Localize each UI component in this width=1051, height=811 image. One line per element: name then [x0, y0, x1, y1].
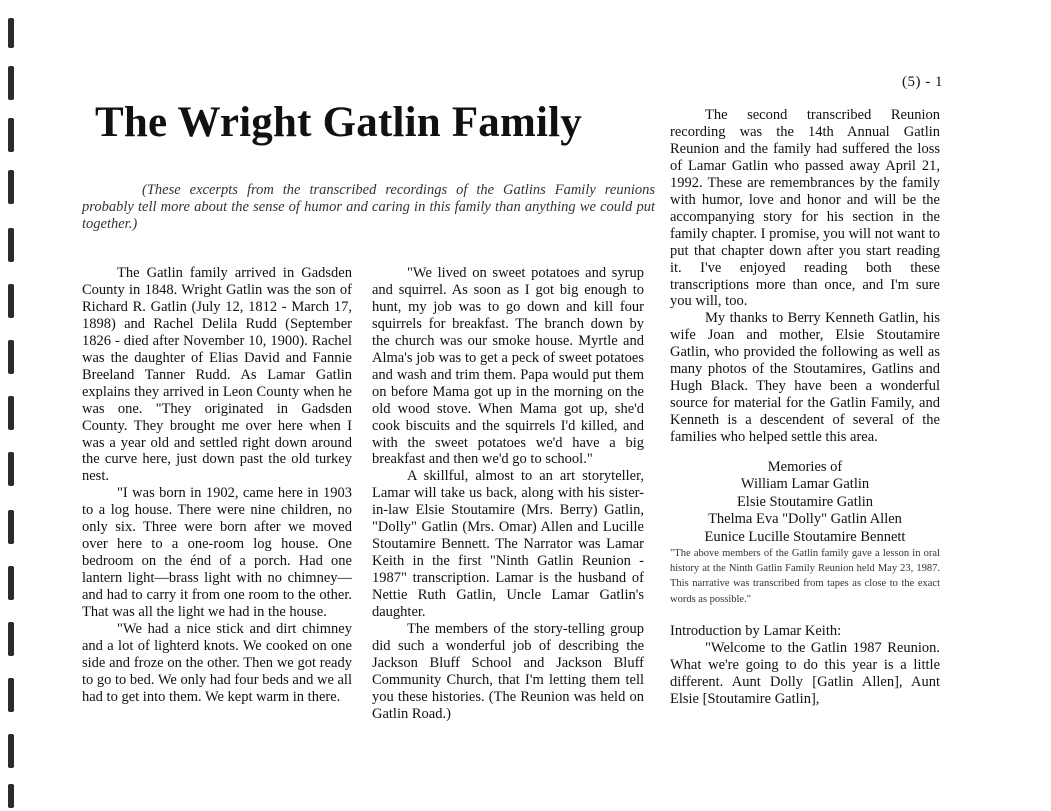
binding-mark	[8, 734, 14, 768]
column-3	[670, 107, 940, 708]
binding-mark	[8, 284, 14, 318]
binding-mark	[8, 18, 14, 48]
paragraph: A skillful, almost to an art storyteller, Lamar will take us back, along with his sister-in-law Elsie Stoutamire (Mrs. Berry) Gatlin, "Dolly" Gatlin (Mrs. Omar) Allen and Lucille Stoutamire Bennett. The Narrator was Lamar Keith in the first "Ninth Gatlin Reunion - 1987" transcription. Lamar is the husband of Nettie Ruth Gatlin, Uncle Lamar Gatlin's daughter.	[372, 468, 644, 621]
memory-name: William Lamar Gatlin	[740, 476, 870, 493]
paragraph: The members of the story-telling group did such a wonderful job of describing the Jackson Bluff School and Jackson Bluff Community Church, that I'm letting them tell you these histories. (The Reunion was held on Gatlin Road.)	[372, 621, 644, 722]
binding-mark	[8, 510, 14, 544]
paragraph: "Welcome to the Gatlin 1987 Reunion. What we're going to do this year is a little different. Aunt Dolly [Gatlin Allen], Aunt Elsie [Stoutamire Gatlin],	[670, 639, 940, 707]
paragraph: "I was born in 1902, came here in 1903 to a log house. There were nine children, no only six. Three were born after we moved over here to a one-room log house. One bedroom on the énd of a porch. Had one lantern light—brass light with no chimney—and had to carry it from one room to the other. That was all the light we had in the house.	[82, 485, 352, 621]
binding-mark	[8, 784, 14, 808]
binding-mark	[8, 66, 14, 100]
paragraph: The Gatlin family arrived in Gadsden County in 1848. Wright Gatlin was the son of Richard R. Gatlin (July 12, 1812 - March 17, 1898) and Rachel Delila Rudd (September 1826 - died after November 10, 1900). Rachel was the daughter of Elias David and Fannie Breeland Tanner Rudd. As Lamar Gatlin explains they arrived in Leon County when he was one. "They originated in Gadsden County. They brought me over here when I was a year old and settled right down around the curve here, just down past the old turkey nest.	[82, 265, 352, 485]
paragraph: "We lived on sweet potatoes and syrup and squirrel. As soon as I got big enough to hunt, my job was to go down and kill four squirrels for breakfast. The branch down by the church was our smoke house. Myrtle and Alma's job was to get a peck of sweet potatoes and wash and trim them. Papa would put them on before Mama got up in the morning on the old wood stove. When Mama got up, she'd cook biscuits and the squirrels I'd killed, and with the sweet potatoes we'd have a big breakfast and then we'd go to school."	[372, 265, 644, 468]
memory-name: Thelma Eva "Dolly" Gatlin Allen	[708, 511, 902, 528]
binding-mark	[8, 566, 14, 600]
binding-mark	[8, 396, 14, 430]
paragraph: "We had a nice stick and dirt chimney and a lot of lighterd knots. We cooked on one side and froze on the other. Then we got ready to go to bed. We only had four beds and we all had to get into them. We kept warm in there.	[82, 621, 352, 705]
binding-mark	[8, 228, 14, 262]
column-2	[372, 265, 644, 723]
binding-mark	[8, 118, 14, 152]
page-number: (5) - 1	[902, 74, 943, 90]
page-title: The Wright Gatlin Family	[95, 99, 582, 146]
binding-mark	[8, 678, 14, 712]
memories-heading: Memories of	[767, 459, 843, 476]
memory-name: Elsie Stoutamire Gatlin	[736, 493, 874, 510]
memory-name: Eunice Lucille Stoutamire Bennett	[704, 528, 906, 545]
binding-mark	[8, 170, 14, 204]
intro-note: (These excerpts from the transcribed recordings of the Gatlins Family reunions probably tell more about the sense of humor and caring in this family than anything we could put together.)	[82, 182, 655, 232]
binding-mark	[8, 622, 14, 656]
paragraph: My thanks to Berry Kenneth Gatlin, his wife Joan and mother, Elsie Stoutamire Gatlin, who provided the following as well as many photos of the Stoutamires, Gatlins and Hugh Black. They have been a wonderful source for material for the Gatlin Family, and Kenneth is a descendent of several of the families who helped settle this area.	[670, 310, 940, 446]
introduction-heading: Introduction by Lamar Keith:	[670, 622, 842, 639]
column-1	[82, 265, 352, 706]
oral-history-note: "The above members of the Gatlin family gave a lesson in oral history at the Ninth Gatlin Family Reunion held May 23, 1987. This narrative was transcribed from tapes as close to the exact words as possible."	[670, 548, 940, 605]
binding-mark	[8, 452, 14, 486]
memories-list	[670, 459, 940, 546]
binding-mark	[8, 340, 14, 374]
paragraph: The second transcribed Reunion recording was the 14th Annual Gatlin Reunion and the family had suffered the loss of Lamar Gatlin who passed away April 21, 1992. These are remembrances by the family with humor, love and honor and will be the accompanying story for his section in the family chapter. I promise, you will not want to put that chapter down after you start reading it. I've enjoyed reading both these transcriptions more than once, and I'm sure you will, too.	[670, 107, 940, 310]
